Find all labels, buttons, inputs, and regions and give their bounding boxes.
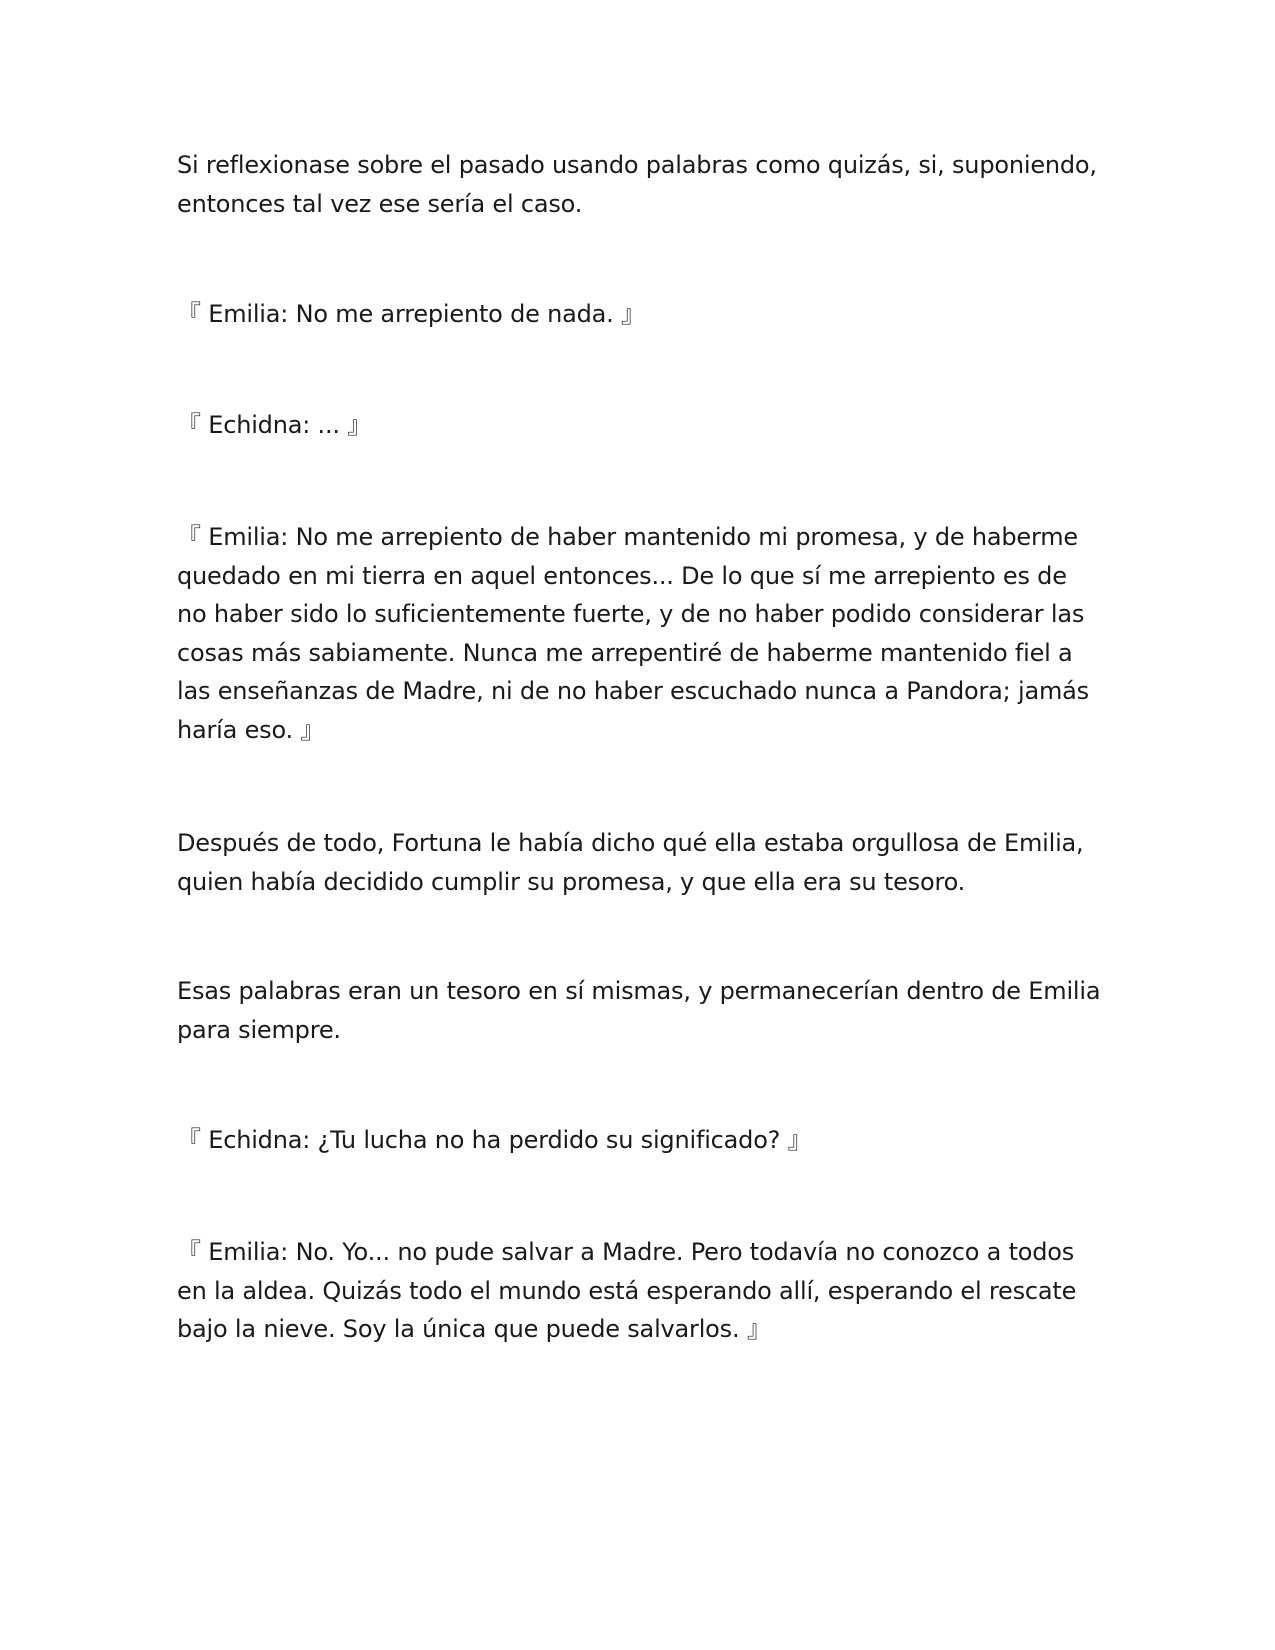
dialogue-line-emilia: 『 Emilia: No. Yo... no pude salvar a Madre. Pero todavía no conozco a todos en la aldea. Quizás todo el mundo está esperando allí, esperando el rescate bajo la nieve. Soy la única que puede salvarlos. 』 xyxy=(177,1238,1077,1344)
dialogue-line-emilia: 『 Emilia: No me arrepiento de nada. 』 xyxy=(177,300,645,328)
dialogue-line-emilia: 『 Emilia: No me arrepiento de haber mantenido mi promesa, y de haberme quedado en mi tierra en aquel entonces... De lo que sí me arrepiento es de no haber sido lo suficientemente fuerte, y de no haber podido considerar las cosas más sabiamente. Nunca me arrepentiré de haberme mantenido fiel a las enseñanzas de Madre, ni de no haber escuchado nunca a Pandora; jamás haría eso. 』 xyxy=(177,523,1089,744)
narration-paragraph: Después de todo, Fortuna le había dicho qué ella estaba orgullosa de Emilia, quien había decidido cumplir su promesa, y que ella era su tesoro. xyxy=(177,829,1084,896)
narration-paragraph: Esas palabras eran un tesoro en sí mismas, y permanecerían dentro de Emilia para siempre. xyxy=(177,977,1101,1044)
dialogue-line-echidna: 『 Echidna: ... 』 xyxy=(177,411,372,439)
narration-paragraph: Si reflexionase sobre el pasado usando palabras como quizás, si, suponiendo, entonces tal vez ese sería el caso. xyxy=(177,151,1097,218)
dialogue-line-echidna: 『 Echidna: ¿Tu lucha no ha perdido su significado? 』 xyxy=(177,1126,812,1154)
